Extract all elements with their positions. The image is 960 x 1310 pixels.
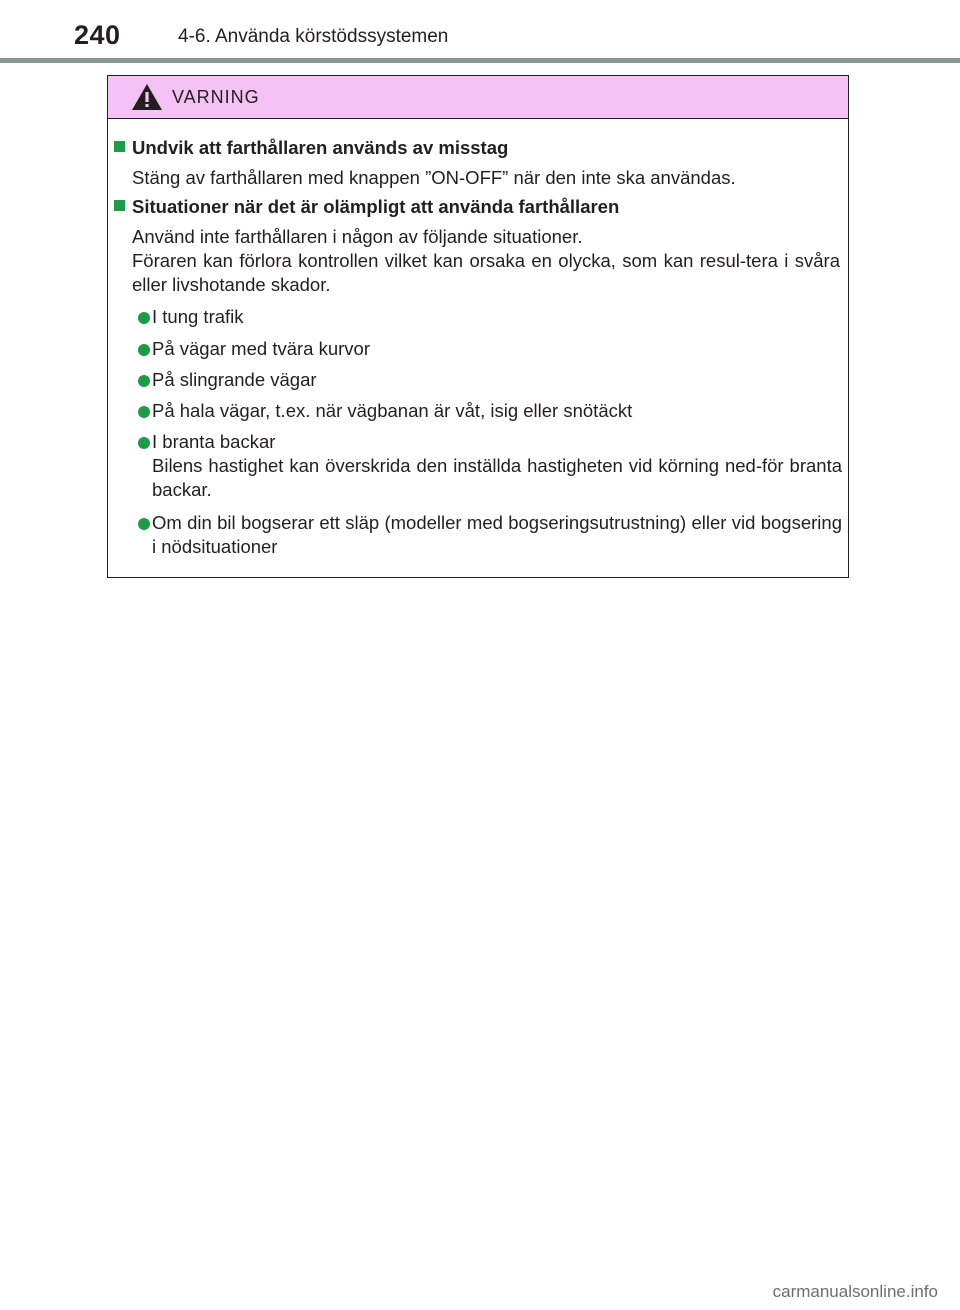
header-rule bbox=[0, 58, 960, 63]
section-heading bbox=[114, 196, 619, 218]
list-item-text: I tung trafik bbox=[152, 306, 244, 327]
list-item-text: Om din bil bogserar ett släp (modeller med bogseringsutrustning) eller vid bogsering i nödsituationer bbox=[152, 512, 842, 557]
section-text: Stäng av farthållaren med knappen ”ON-OFF” när den inte ska användas. bbox=[132, 167, 736, 188]
footer-watermark: carmanualsonline.info bbox=[772, 1282, 938, 1301]
list-item-note: Bilens hastighet kan överskrida den inställda hastigheten vid körning ned-för branta backar. bbox=[152, 455, 842, 500]
page-number: 240 bbox=[74, 20, 121, 50]
round-bullet-icon bbox=[138, 437, 150, 449]
warning-box bbox=[107, 75, 849, 578]
warning-label: VARNING bbox=[172, 87, 260, 107]
round-bullet-icon bbox=[138, 312, 150, 324]
section-heading bbox=[114, 137, 508, 159]
round-bullet-icon bbox=[138, 406, 150, 418]
section-text: Använd inte farthållaren i någon av följande situationer. bbox=[132, 226, 583, 247]
section-text: Föraren kan förlora kontrollen vilket kan orsaka en olycka, som kan resul-tera i svåra eller livshotande skador. bbox=[132, 250, 840, 295]
round-bullet-icon bbox=[138, 518, 150, 530]
warning-triangle-icon bbox=[131, 83, 163, 111]
section-title: 4-6. Använda körstödssystemen bbox=[178, 26, 449, 47]
round-bullet-icon bbox=[138, 375, 150, 387]
list-item-text: På hala vägar, t.ex. när vägbanan är våt, isig eller snötäckt bbox=[152, 400, 633, 421]
warning-header bbox=[108, 76, 848, 119]
round-bullet-icon bbox=[138, 344, 150, 356]
list-item-text: På slingrande vägar bbox=[152, 369, 317, 390]
square-bullet-icon bbox=[114, 141, 125, 152]
list-item-text: På vägar med tvära kurvor bbox=[152, 338, 370, 359]
heading-text: Situationer när det är olämpligt att använda farthållaren bbox=[132, 196, 620, 217]
square-bullet-icon bbox=[114, 200, 125, 211]
heading-text: Undvik att farthållaren används av misstag bbox=[132, 137, 509, 158]
list-item-text: I branta backar bbox=[152, 431, 276, 452]
